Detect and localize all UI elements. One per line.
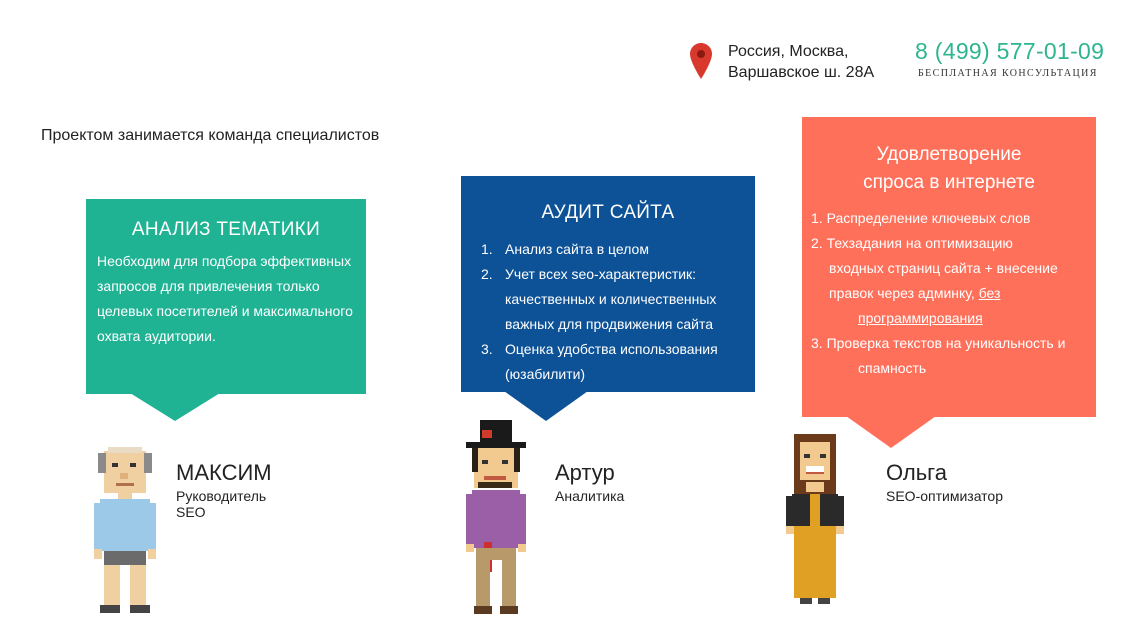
demand-card [802,117,1096,417]
map-pin-icon [690,43,712,79]
address-line-1: Россия, Москва, [728,43,849,60]
site-audit-card [461,176,755,392]
list-item-continuation: важных для продвижения сайта [505,316,714,332]
card-title: АУДИТ САЙТА [541,202,675,223]
pixel-avatar-olga [786,432,844,604]
person-role: Руководитель SEO [176,488,267,520]
person-name: МАКСИМ [176,460,272,485]
address-line-2: Варшавское ш. 28А [728,64,875,81]
free-consultation-label: БЕСПЛАТНАЯ КОНСУЛЬТАЦИЯ [918,68,1098,79]
team-intro-text: Проектом занимается команда специалистов [41,127,380,144]
person-name: Ольга [886,460,947,485]
pixel-avatar-artur [464,420,528,616]
list-item: 3. Проверка текстов на уникальность и [811,335,1066,351]
card-title: Удовлетворение спроса в интернете [863,144,1035,193]
list-item: 2. Учет всех seo-характеристик: [481,266,697,282]
person-role: SEO-оптимизатор [886,488,1003,504]
list-item-continuation: (юзабилити) [505,366,586,382]
speech-tail [504,391,588,421]
topic-analysis-card [86,199,366,394]
demand-list [802,197,1096,381]
card-title: АНАЛИЗ ТЕМАТИКИ [131,219,321,240]
audit-list [461,224,755,387]
no-programming-link-cont[interactable]: программирования [858,310,983,326]
list-item: 1. Распределение ключевых слов [811,210,1031,226]
card-body: Необходим для подбора эффективных запросов для привлечения только целевых посетителей и максимального охвата аудитории. [97,253,353,344]
phone-link[interactable]: 8 (499) 577-01-09 [915,38,1105,64]
list-item: 3. Оценка удобства использования [481,341,718,357]
speech-tail [130,393,220,421]
list-item-continuation: качественных и количественных [505,291,717,307]
list-item-continuation: спамность [858,360,927,376]
list-item-continuation [811,306,1086,331]
speech-tail [846,416,936,448]
person-role: Аналитика [555,488,625,504]
list-item: 1. Анализ сайта в целом [481,241,649,257]
address [728,41,874,83]
list-item: 2. Техзадания на оптимизацию [811,235,1013,251]
person-name: Артур [555,460,615,485]
list-item-continuation: входных страниц сайта + внесение [829,260,1058,276]
no-programming-link[interactable]: без [978,285,1001,301]
list-item-continuation: правок через админку, без [829,285,1001,301]
pixel-avatar-maksim [94,445,156,615]
